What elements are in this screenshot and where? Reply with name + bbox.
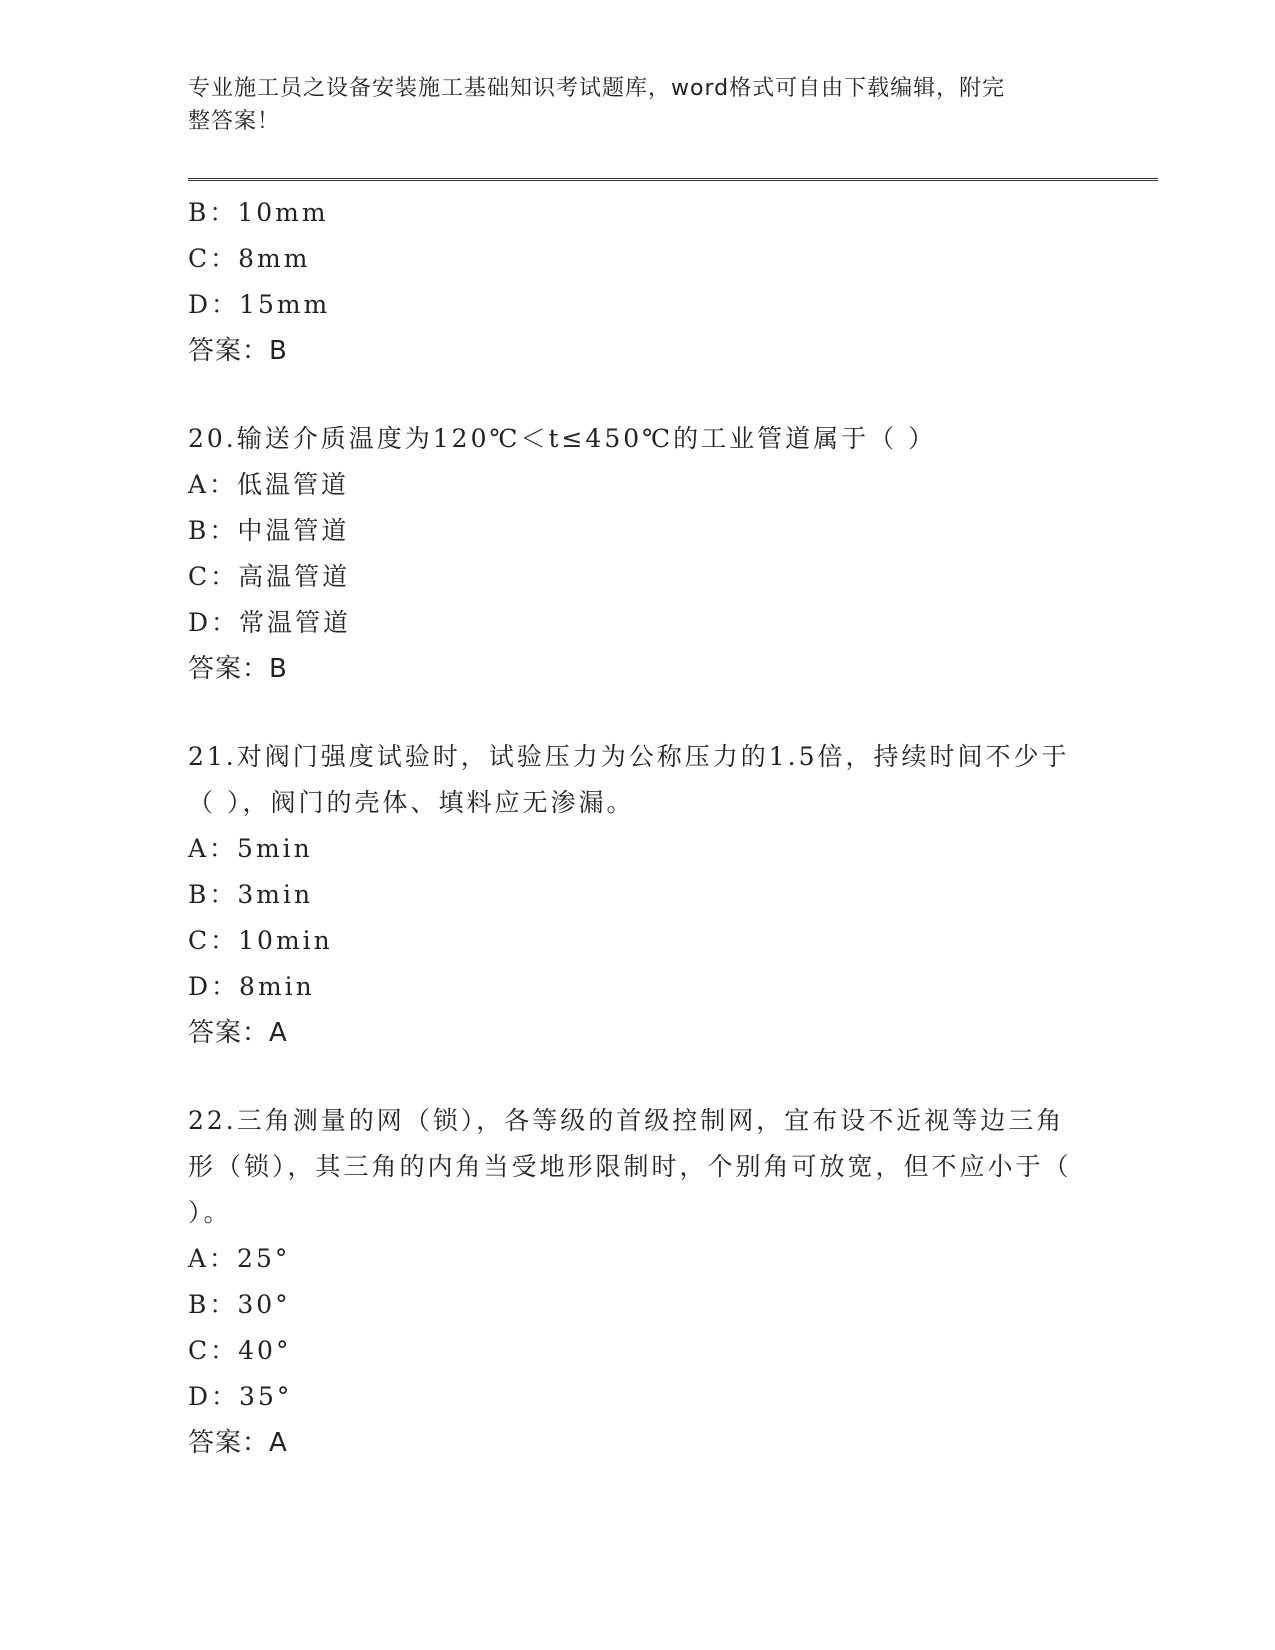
option-b: B：30° — [188, 1290, 291, 1319]
question-stem: 21.对阀门强度试验时，试验压力为公称压力的1.5倍，持续时间不少于（ ），阀门的壳体、填料应无渗漏。 — [188, 742, 1070, 817]
option-a: A：低温管道 — [188, 470, 350, 499]
answer: 答案：A — [188, 1428, 288, 1458]
option-b: B：10mm — [188, 198, 329, 227]
question-20 — [188, 416, 1088, 692]
document-header — [188, 72, 1068, 138]
option-d: D：常温管道 — [188, 608, 352, 637]
header-title-line-2: 整答案！ — [188, 109, 281, 134]
option-a: A：25° — [188, 1244, 291, 1273]
option-c: C：8mm — [188, 244, 311, 273]
option-d: D：15mm — [188, 290, 331, 319]
answer: 答案：B — [188, 654, 288, 684]
answer: 答案：B — [188, 336, 288, 366]
option-c: C：10min — [188, 926, 333, 955]
option-b: B：中温管道 — [188, 516, 350, 545]
option-d: D：35° — [188, 1382, 293, 1411]
option-c: C：高温管道 — [188, 562, 351, 591]
answer: 答案：A — [188, 1018, 288, 1048]
option-d: D：8min — [188, 972, 315, 1001]
option-a: A：5min — [188, 834, 313, 863]
option-c: C：40° — [188, 1336, 292, 1365]
question-stem: 20.输送介质温度为120℃＜t≤450℃的工业管道属于（ ） — [188, 424, 937, 453]
question-19-continued — [188, 190, 1088, 374]
question-stem: 22.三角测量的网（锁），各等级的首级控制网，宜布设不近视等边三角形（锁），其三角的内角当受地形限制时，个别角可放宽，但不应小于（ ）。 — [188, 1106, 1072, 1227]
option-b: B：3min — [188, 880, 314, 909]
question-21 — [188, 734, 1088, 1056]
header-divider — [188, 178, 1158, 181]
question-22 — [188, 1098, 1088, 1466]
header-title-line-1: 专业施工员之设备安装施工基础知识考试题库，word格式可自由下载编辑，附完 — [188, 76, 1006, 101]
question-list — [188, 190, 1088, 1466]
